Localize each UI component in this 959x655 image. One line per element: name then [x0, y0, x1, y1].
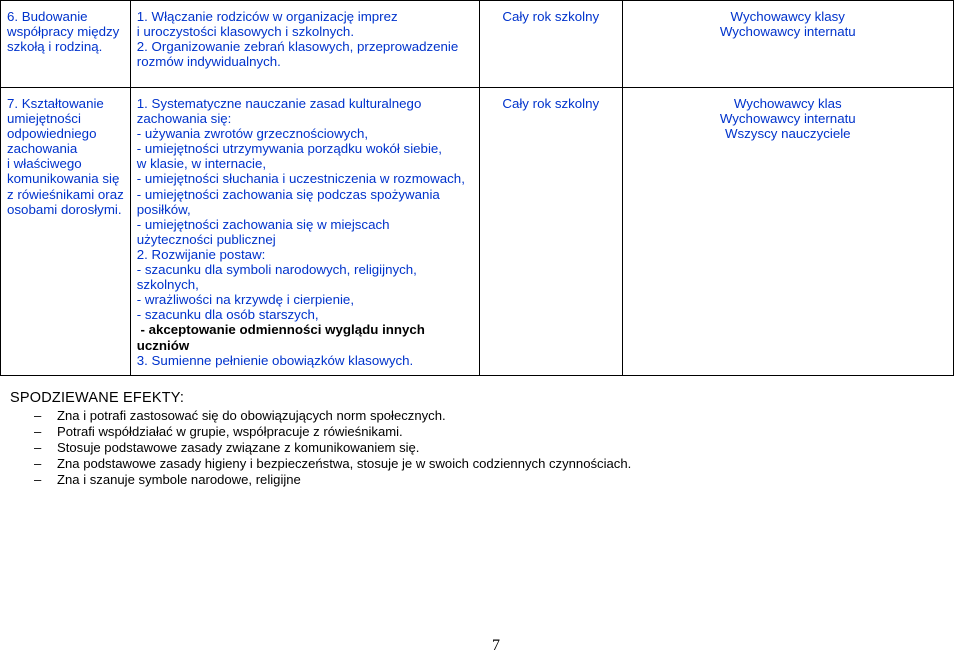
task-line: zachowania się:	[136, 111, 232, 127]
term-cell	[479, 88, 622, 376]
effect-text: Potrafi współdziałać w grupie, współpracuje z rówieśnikami.	[57, 424, 403, 440]
effects-list	[10, 408, 631, 488]
effects-heading: SPODZIEWANE EFEKTY:	[10, 390, 185, 406]
area-line: osobami dorosłymi.	[7, 201, 122, 217]
tasks-cell	[130, 1, 479, 88]
area-line: współpracy między	[7, 24, 120, 40]
area-cell	[1, 1, 131, 88]
dash-bullet-icon: –	[34, 472, 42, 488]
task-line: w klasie, w internacie,	[136, 156, 267, 172]
responsible-line: Wszyscy nauczyciele	[724, 126, 851, 142]
area-line: umiejętności	[7, 111, 81, 127]
responsible-line: Wychowawcy klasy	[730, 9, 845, 24]
task-line: 1. Włączanie rodziców w organizację imprez	[136, 9, 398, 24]
list-item	[10, 456, 631, 472]
term-text: Cały rok szkolny	[502, 96, 600, 111]
area-line: komunikowania się	[7, 171, 120, 187]
list-item	[10, 424, 631, 440]
area-line: zachowania	[7, 141, 78, 157]
task-line: 2. Organizowanie zebrań klasowych, przeprowadzenie	[136, 39, 459, 55]
area-line: 7. Kształtowanie	[7, 96, 104, 111]
table-row	[1, 1, 954, 88]
responsible-cell	[622, 1, 953, 88]
effect-text: Zna i potrafi zastosować się do obowiązujących norm społecznych.	[57, 408, 446, 423]
task-line: - umiejętności zachowania się podczas spożywania	[136, 186, 440, 202]
task-line: - umiejętności utrzymywania porządku wokół siebie,	[136, 141, 442, 157]
task-line: posiłków,	[136, 201, 191, 217]
task-line: - wrażliwości na krzywdę i cierpienie,	[136, 292, 355, 308]
responsible-line: Wychowawcy internatu	[719, 24, 856, 40]
task-line: 2. Rozwijanie postaw:	[136, 246, 266, 262]
task-line: użyteczności publicznej	[136, 231, 276, 247]
task-line: - szacunku dla symboli narodowych, religijnych,	[136, 262, 417, 278]
list-item	[10, 408, 631, 424]
responsible-cell	[622, 88, 953, 376]
area-line: i właściwego	[7, 156, 82, 172]
task-line-emphasis: - akceptowanie odmienności wyglądu innych	[136, 322, 425, 338]
task-line: 3. Sumienne pełnienie obowiązków klasowych.	[136, 352, 414, 368]
area-line: odpowiedniego	[7, 126, 97, 142]
task-line: szkolnych,	[136, 277, 199, 293]
task-line: - umiejętności zachowania się w miejscach	[136, 216, 390, 232]
tasks-cell	[130, 88, 479, 376]
term-text: Cały rok szkolny	[502, 9, 600, 24]
effect-text: Stosuje podstawowe zasady związane z komunikowaniem się.	[57, 440, 420, 456]
task-line: 1. Systematyczne nauczanie zasad kulturalnego	[136, 96, 422, 111]
dash-bullet-icon: –	[34, 424, 42, 440]
dash-bullet-icon: –	[34, 408, 42, 423]
area-line: szkołą i rodziną.	[7, 39, 103, 55]
term-cell	[479, 1, 622, 88]
area-cell	[1, 88, 131, 376]
task-line: - umiejętności słuchania i uczestniczenia w rozmowach,	[136, 171, 465, 187]
task-line: - szacunku dla osób starszych,	[136, 307, 319, 323]
task-line-emphasis: uczniów	[136, 337, 190, 353]
responsible-line: Wychowawcy internatu	[719, 111, 856, 127]
area-line: z rówieśnikami oraz	[7, 186, 124, 202]
task-line: rozmów indywidualnych.	[136, 54, 281, 70]
page-number: 7	[492, 637, 500, 654]
dash-bullet-icon: –	[34, 440, 42, 456]
expected-effects-section	[10, 390, 631, 488]
responsible-line: Wychowawcy klas	[733, 96, 842, 111]
task-line: - używania zwrotów grzecznościowych,	[136, 126, 369, 142]
table-row	[1, 88, 954, 376]
list-item	[10, 440, 631, 456]
task-line: i uroczystości klasowych i szkolnych.	[136, 24, 355, 40]
effect-text: Zna podstawowe zasady higieny i bezpieczeństwa, stosuje je w swoich codziennych czynnościach.	[57, 456, 632, 472]
dash-bullet-icon: –	[34, 456, 42, 472]
area-line: 6. Budowanie	[7, 9, 88, 24]
effect-text: Zna i szanuje symbole narodowe, religijne	[57, 472, 301, 488]
list-item	[10, 472, 631, 488]
